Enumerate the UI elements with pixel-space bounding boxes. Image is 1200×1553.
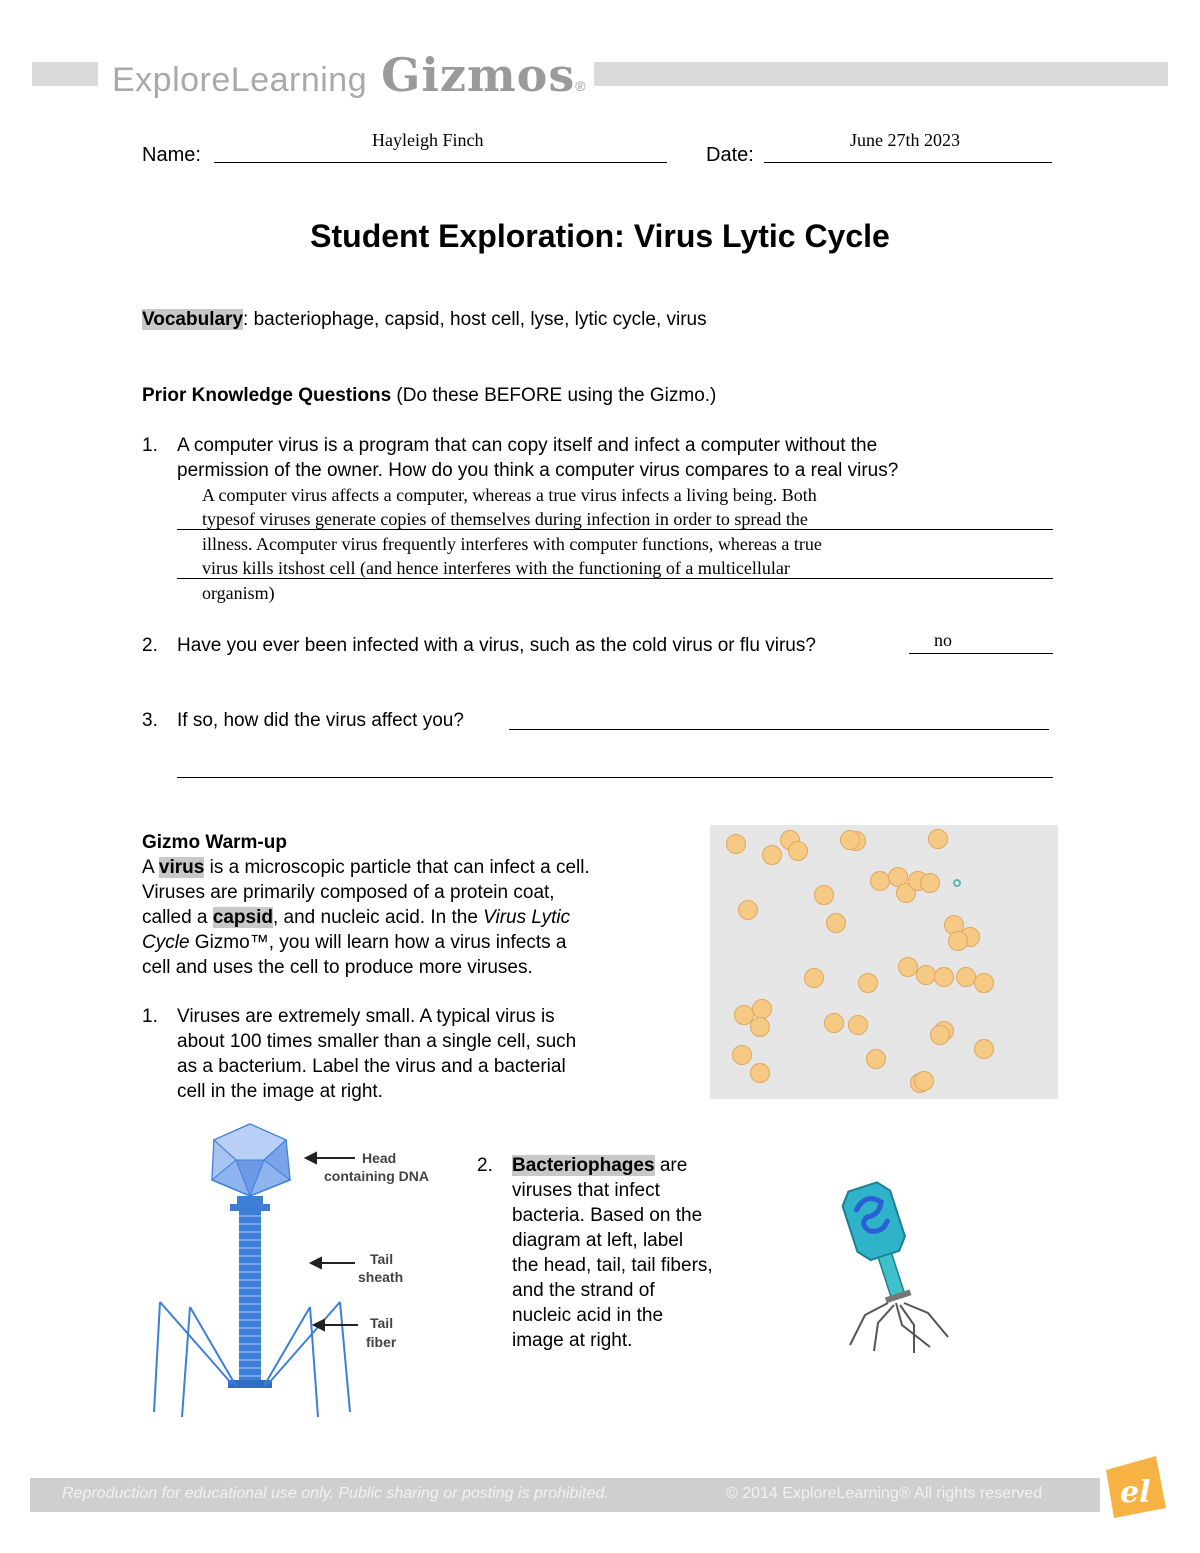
- page-title: Student Exploration: Virus Lytic Cycle: [310, 218, 890, 254]
- q1-answer-1[interactable]: A computer virus affects a computer, whereas a true virus infects a living being. Both: [202, 485, 817, 505]
- q3-answer-line-2: [177, 777, 1053, 778]
- warmup-q2-line-2: viruses that infect: [512, 1180, 660, 1201]
- brand-explore: ExploreLearning: [112, 61, 368, 99]
- warmup-p3i: Virus Lytic: [483, 907, 571, 928]
- bacterium-cell: [727, 835, 746, 854]
- warmup-q1-line-3: as a bacterium. Label the virus and a bacterial: [177, 1056, 566, 1077]
- date-value[interactable]: June 27th 2023: [850, 130, 960, 150]
- bacterium-cell: [929, 830, 948, 849]
- warmup-p3b: , and nucleic acid. In the: [272, 907, 484, 928]
- bacteria-image: [710, 825, 1058, 1099]
- brand-logo: [112, 48, 586, 102]
- bacterium-cell: [957, 968, 976, 987]
- phage-collar-bar: [230, 1204, 270, 1211]
- warmup-p4b: Gizmo™, you will learn how a virus infects a: [189, 932, 567, 953]
- warmup-p4i: Cycle: [142, 932, 190, 953]
- bacterium-cell: [815, 886, 834, 905]
- bacterium-cell: [849, 1016, 868, 1035]
- bacterium-cell: [931, 1026, 950, 1045]
- bacterium-cell: [949, 932, 968, 951]
- sheath-rings: [239, 1216, 261, 1376]
- warmup-line-2: Viruses are primarily composed of a protein coat,: [142, 882, 555, 903]
- q1-answer-4[interactable]: virus kills itshost cell (and hence interferes with the functioning of a multicellular: [202, 558, 790, 578]
- vocabulary-terms: : bacteriophage, capsid, host cell, lyse, lytic cycle, virus: [243, 309, 707, 330]
- warmup-q2-line-3: bacteria. Based on the: [512, 1205, 703, 1226]
- prior-q3-num: 3.: [142, 710, 158, 731]
- warmup-line-1: [142, 855, 590, 880]
- date-line: [764, 162, 1052, 163]
- label-head: Head: [362, 1150, 397, 1166]
- warmup-q2-line-1: [512, 1153, 687, 1178]
- bacterium-cell: [789, 842, 808, 861]
- footer-logo: [1096, 1450, 1172, 1522]
- bacterium-cell: [917, 966, 936, 985]
- q1-answer-3[interactable]: illness. Acomputer virus frequently interferes with computer functions, whereas a true: [202, 534, 822, 554]
- bacterium-cell: [733, 1046, 752, 1065]
- warmup-line-4: [142, 930, 566, 955]
- prior-heading-label: Prior Knowledge Questions: [142, 385, 392, 406]
- warmup-q1-line-2: about 100 times smaller than a single cell, such: [177, 1031, 577, 1052]
- phage-head: [212, 1124, 290, 1196]
- phage-3d-image: [830, 1175, 960, 1355]
- prior-q1-line1: A computer virus is a program that can copy itself and infect a computer without the: [177, 435, 878, 456]
- warmup-p1a: A: [142, 857, 159, 878]
- warmup-line-5: cell and uses the cell to produce more viruses.: [142, 957, 533, 978]
- prior-q3-text: If so, how did the virus affect you?: [177, 710, 464, 731]
- label-fiber: fiber: [366, 1334, 397, 1350]
- prior-q1-num: 1.: [142, 435, 158, 456]
- vocabulary: [142, 307, 707, 332]
- q1-answer-2[interactable]: typesof viruses generate copies of themselves during infection in order to spread the: [202, 509, 808, 529]
- bacterium-cell: [975, 974, 994, 993]
- bacterium-cell: [921, 874, 940, 893]
- virus-particle: [954, 880, 960, 886]
- prior-heading: [142, 383, 716, 408]
- term-bacteriophages: Bacteriophages: [512, 1155, 655, 1176]
- prior-heading-note: (Do these BEFORE using the Gizmo.): [391, 385, 717, 406]
- header-bar-right: [594, 62, 1168, 86]
- footer-logo-text: el: [1120, 1475, 1151, 1510]
- bacterium-cell: [825, 1014, 844, 1033]
- bacterium-cell: [867, 1050, 886, 1069]
- warmup-q2-line-8: image at right.: [512, 1330, 633, 1351]
- bacterium-cell: [915, 1072, 934, 1091]
- warmup-q2-line-7: nucleic acid in the: [512, 1305, 664, 1326]
- warmup-heading-label: Gizmo Warm-up: [142, 832, 287, 853]
- warmup-heading: [142, 830, 287, 855]
- term-virus: virus: [158, 857, 205, 878]
- bacterium-cell: [899, 958, 918, 977]
- vocabulary-label: Vocabulary: [142, 309, 244, 330]
- warmup-q1-line-4: cell in the image at right.: [177, 1081, 383, 1102]
- footer-right: © 2014 ExploreLearning® All rights reserved: [726, 1485, 1043, 1502]
- bacterium-cell: [739, 901, 758, 920]
- label-containing-dna: containing DNA: [324, 1168, 429, 1184]
- bacterium-cell: [805, 969, 824, 988]
- footer-left: Reproduction for educational use only. Public sharing or posting is prohibited.: [62, 1485, 609, 1502]
- name-label: Name:: [142, 144, 201, 166]
- prior-q2-text: Have you ever been infected with a virus, such as the cold virus or flu virus?: [177, 635, 816, 656]
- warmup-q2-line-5: the head, tail, tail fibers,: [512, 1255, 713, 1276]
- warmup-q2-first-rest: are: [654, 1155, 688, 1176]
- label-tail-2: Tail: [370, 1315, 394, 1331]
- label-sheath: sheath: [358, 1269, 404, 1285]
- warmup-q2-num: 2.: [477, 1155, 493, 1176]
- bacterium-cell: [753, 1000, 772, 1019]
- name-value[interactable]: Hayleigh Finch: [372, 130, 484, 150]
- warmup-q2-line-4: diagram at left, label: [512, 1230, 684, 1251]
- prior-q1-line2: permission of the owner. How do you think a computer virus compares to a real virus?: [177, 460, 899, 481]
- label-tail-1: Tail: [370, 1251, 394, 1267]
- bacterium-cell: [841, 831, 860, 850]
- term-capsid: capsid: [212, 907, 273, 928]
- q2-answer-line: [909, 653, 1053, 654]
- warmup-q2-line-6: and the strand of: [512, 1280, 655, 1301]
- bacteria-svg: [710, 825, 1058, 1099]
- date-label: Date:: [706, 144, 754, 166]
- warmup-line-3: [142, 905, 570, 930]
- bacterium-cell: [735, 1006, 754, 1025]
- phage-3d-legs: [850, 1303, 948, 1353]
- bacterium-cell: [935, 968, 954, 987]
- bacterium-cell: [751, 1018, 770, 1037]
- bacterium-cell: [859, 974, 878, 993]
- q2-answer[interactable]: no: [934, 630, 952, 650]
- warmup-q1-line-1: Viruses are extremely small. A typical virus is: [177, 1006, 555, 1027]
- q1-answer-5[interactable]: organism): [202, 583, 275, 603]
- name-line: [214, 162, 667, 163]
- brand-gizmos: Gizmos: [381, 48, 576, 102]
- phage-diagram: [140, 1112, 460, 1422]
- bacterium-cell: [827, 914, 846, 933]
- brand-reg: ®: [575, 78, 586, 94]
- bacterium-cell: [751, 1064, 770, 1083]
- warmup-q1-num: 1.: [142, 1006, 158, 1027]
- warmup-p1b: is a microscopic particle that can infect a cell.: [204, 857, 590, 878]
- prior-q2-num: 2.: [142, 635, 158, 656]
- bacterium-cell: [871, 872, 890, 891]
- q3-answer-line-1: [509, 729, 1049, 730]
- header-bar-left: [32, 62, 98, 86]
- bacterium-cell: [763, 846, 782, 865]
- bacterium-cell: [975, 1040, 994, 1059]
- warmup-p3a: called a: [142, 907, 213, 928]
